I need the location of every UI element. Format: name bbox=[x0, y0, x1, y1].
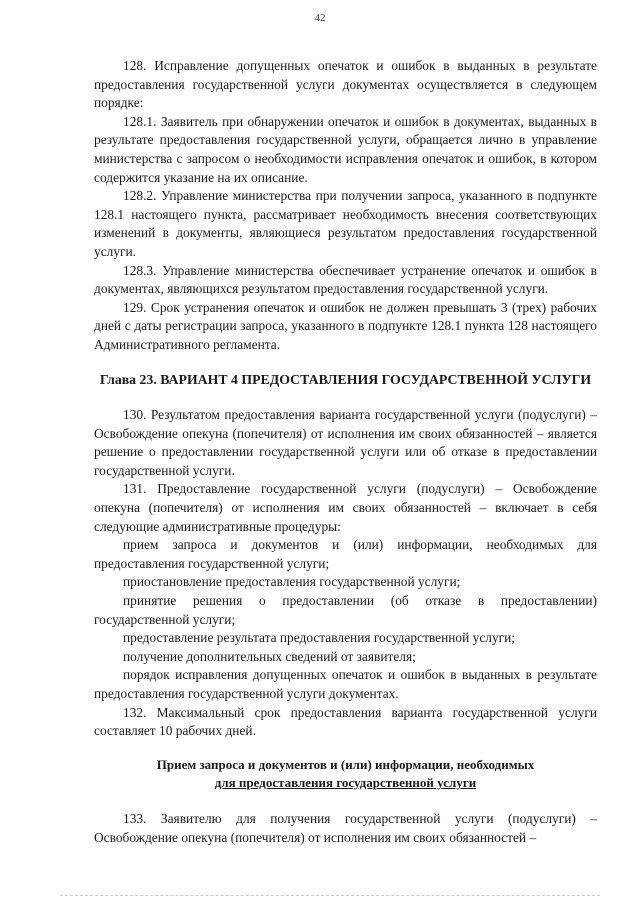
paragraph-128-1: 128.1. Заявитель при обнаружении опечаток и ошибок в документах, выданных в результате предоставления государственной услуги, обращается лично в управление министерства с запросом о необходимости исправления опечаток и ошибок, в котором содержится указание на их описание. bbox=[94, 113, 597, 185]
paragraph-130: 130. Результатом предоставления варианта государственной услуги (подуслуги) – Освобождение опекуна (попечителя) от исполнения им своих обязанностей – является решение о предоставлении государственной услуги или об отказе в предоставлении государственной услуги. bbox=[94, 407, 597, 478]
procedure-item: получение дополнительных сведений от заявителя; bbox=[123, 648, 416, 664]
paragraph-129: 129. Срок устранения опечаток и ошибок не должен превышать 3 (трех) рабочих дней с даты регистрации запроса, указанного в подпункте 128.1 пункта 128 настоящего Административного регламента. bbox=[94, 299, 597, 352]
paragraph-131: 131. Предоставление государственной услуги (подуслуги) – Освобождение опекуна (попечителя) от исполнения им своих обязанностей – включает в себя следующие административные процедуры: bbox=[94, 481, 597, 534]
procedure-item: порядок исправления допущенных опечаток и ошибок в выданных в результате предоставления государственной услуги документах. bbox=[94, 667, 597, 701]
chapter-heading: Глава 23. ВАРИАНТ 4 ПРЕДОСТАВЛЕНИЯ ГОСУДАРСТВЕННОЙ УСЛУГИ bbox=[99, 371, 592, 387]
page-number: 42 bbox=[314, 12, 326, 24]
section-heading-line-1: Прием запроса и документов и (или) информации, необходимых bbox=[156, 756, 535, 772]
procedure-item: прием запроса и документов и (или) информации, необходимых для предоставления государственной услуги; bbox=[94, 537, 597, 571]
procedure-item: приостановление предоставления государственной услуги; bbox=[123, 574, 461, 590]
paragraph-132: 132. Максимальный срок предоставления варианта государственной услуги составляет 10 рабочих дней. bbox=[94, 704, 597, 739]
paragraph-block-128-129 bbox=[94, 57, 597, 355]
scan-edge-line bbox=[60, 895, 600, 896]
procedure-item: принятие решения о предоставлении (об отказе в предоставлении) государственной услуги; bbox=[94, 593, 597, 627]
paragraph-block-133 bbox=[94, 810, 597, 847]
paragraph-128-2: 128.2. Управление министерства при получении запроса, указанного в подпункте 128.1 настоящего пункта, рассматривает необходимость внесения соответствующих изменений в документы, являющиеся результатом предоставления государственной услуги. bbox=[94, 188, 597, 259]
procedure-item: предоставление результата предоставления государственной услуги; bbox=[123, 630, 516, 646]
paragraph-128: 128. Исправление допущенных опечаток и ошибок в выданных в результате предоставления государственной услуги документах осуществляется в следующем порядке: bbox=[94, 58, 597, 111]
paragraph-128-3: 128.3. Управление министерства обеспечивает устранение опечаток и ошибок в документах, являющихся результатом предоставления государственной услуги. bbox=[94, 262, 597, 297]
section-heading bbox=[94, 756, 597, 793]
paragraph-block-130-132 bbox=[94, 406, 597, 741]
paragraph-133: 133. Заявителю для получения государственной услуги (подуслуги) – Освобождение опекуна (попечителя) от исполнения им своих обязанностей – bbox=[94, 810, 597, 845]
section-heading-line-2: для предоставления государственной услуги bbox=[214, 775, 477, 791]
page-content bbox=[94, 57, 597, 847]
